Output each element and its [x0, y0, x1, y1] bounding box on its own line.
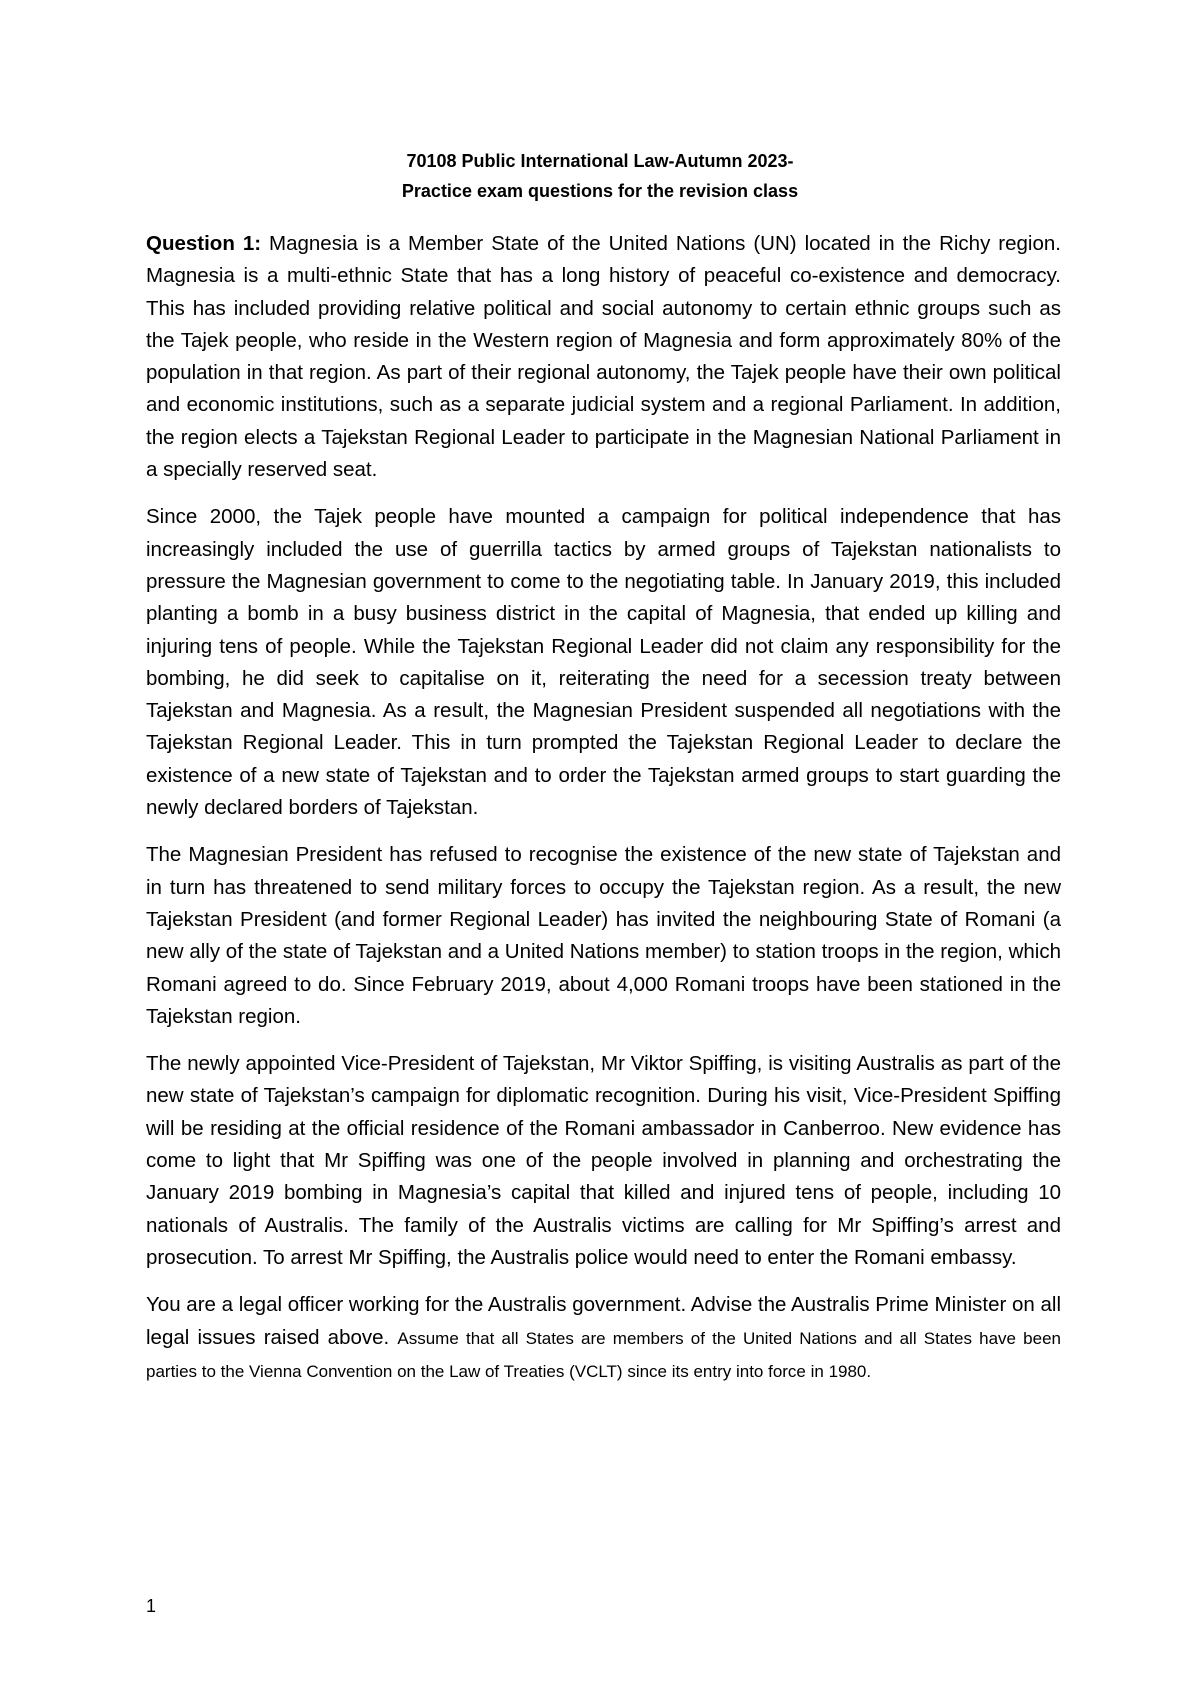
paragraph-1-text: Magnesia is a Member State of the United Nations (UN) located in the Richy region. Magnesia is a multi-ethnic State that has a long history of peaceful co-existence and democracy. This has included providing relative political and social autonomy to certain ethnic groups such as the Tajek people, who reside in the Western region of Magnesia and form approximately 80% of the population in that region. As part of their regional autonomy, the Tajek people have their own political and economic institutions, such as a separate judicial system and a regional Parliament. In addition, the region elects a Tajekstan Regional Leader to participate in the Magnesian National Parliament in a specially reserved seat.	[146, 232, 1061, 482]
paragraph-4: The newly appointed Vice-President of Tajekstan, Mr Viktor Spiffing, is visiting Australis as part of the new state of Tajekstan’s campaign for diplomatic recognition. During his visit, Vice-President Spiffing will be residing at the official residence of the Romani ambassador in Canberroo. New evidence has come to light that Mr Spiffing was one of the people involved in planning and orchestrating the January 2019 bombing in Magnesia’s capital that killed and injured tens of people, including 10 nationals of Australis. The family of the Australis victims are calling for Mr Spiffing’s arrest and prosecution. To arrest Mr Spiffing, the Australis police would need to enter the Romani embassy.	[146, 1052, 1061, 1269]
page-number: 1	[146, 1596, 157, 1616]
assumption-note: Assume that all States are members of the United Nations and all States have been parties to the Vienna Convention on the Law of Treaties (VCLT) since its entry into force in 1980.	[146, 1328, 1061, 1381]
question-body	[146, 228, 1061, 1403]
question-label: Question 1:	[146, 232, 262, 255]
paragraph-1	[146, 228, 1061, 486]
paragraph-5	[146, 1289, 1061, 1388]
header-subtitle: Practice exam questions for the revision class	[401, 181, 799, 201]
task-instruction: You are a legal officer working for the Australis government. Advise the Australis Prime Minister on all legal issues raised above.	[146, 1293, 1061, 1349]
paragraph-2: Since 2000, the Tajek people have mounted a campaign for political independence that has increasingly included the use of guerrilla tactics by armed groups of Tajekstan nationalists to pressure the Magnesian government to come to the negotiating table. In January 2019, this included planting a bomb in a busy business district in the capital of Magnesia, that ended up killing and injuring tens of people. While the Tajekstan Regional Leader did not claim any responsibility for the bombing, he did seek to capitalise on it, reiterating the need for a secession treaty between Tajekstan and Magnesia. As a result, the Magnesian President suspended all negotiations with the Tajekstan Regional Leader. This in turn prompted the Tajekstan Regional Leader to declare the existence of a new state of Tajekstan and to order the Tajekstan armed groups to start guarding the newly declared borders of Tajekstan.	[146, 505, 1061, 820]
header-course-title: 70108 Public International Law-Autumn 2023-	[406, 151, 794, 171]
paragraph-3: The Magnesian President has refused to recognise the existence of the new state of Tajekstan and in turn has threatened to send military forces to occupy the Tajekstan region. As a result, the new Tajekstan President (and former Regional Leader) has invited the neighbouring State of Romani (a new ally of the state of Tajekstan and a United Nations member) to station troops in the region, which Romani agreed to do. Since February 2019, about 4,000 Romani troops have been stationed in the Tajekstan region.	[146, 843, 1061, 1028]
document-header	[0, 146, 1200, 206]
